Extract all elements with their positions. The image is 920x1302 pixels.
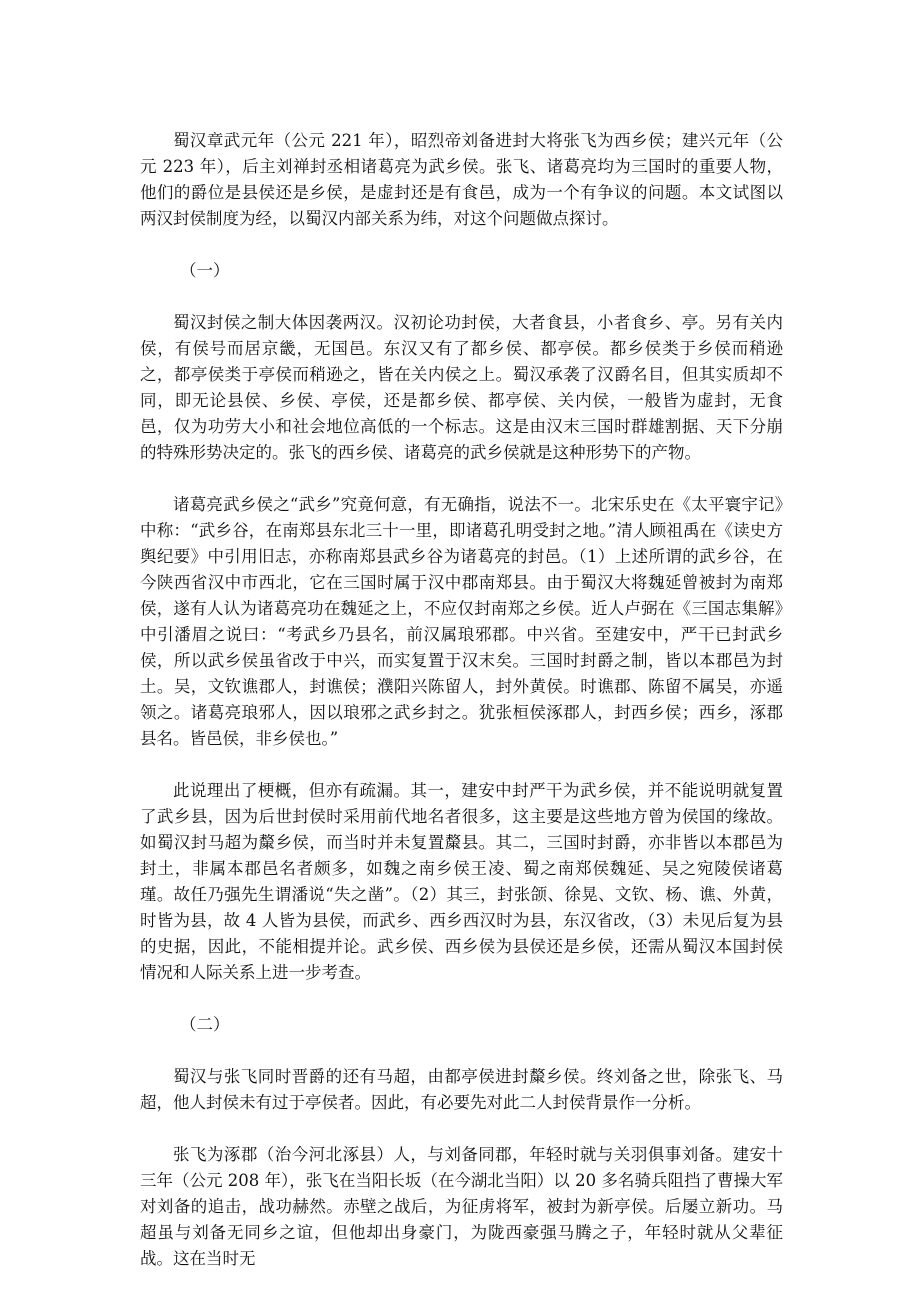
section-1-paragraph-2: 诸葛亮武乡侯之“武乡”究竟何意，有无确指，说法不一。北宋乐史在《太平寰宇记》中称：“武乡谷，在南郑县东北三十一里，即诸葛孔明受封之地。”清人顾祖禹在《读史方舆纪要》中引用旧志，亦称南郑县武乡谷为诸葛亮的封邑。（1）上述所谓的武乡谷，在今陕西省汉中市西北，它在三国时属于汉中郡南郑县。由于蜀汉大将魏延曾被封为南郑侯，遂有人认为诸葛亮功在魏延之上，不应仅封南郑之乡侯。近人卢弼在《三国志集解》中引潘眉之说曰：“考武乡乃县名，前汉属琅邪郡。中兴省。至建安中，严干已封武乡侯，所以武乡侯虽省改于中兴，而实复置于汉末矣。三国时封爵之制，皆以本郡邑为封土。吴，文钦谯郡人，封谯侯；濮阳兴陈留人，封外黄侯。时谯郡、陈留不属吴，亦遥领之。诸葛亮琅邪人，因以琅邪之武乡封之。犹张桓侯涿郡人，封西乡侯；西乡，涿郡县名。皆邑侯，非乡侯也。” xyxy=(140,495,783,748)
section-1-paragraph-1: 蜀汉封侯之制大体因袭两汉。汉初论功封侯，大者食县，小者食乡、亭。另有关内侯，有侯号而居京畿，无国邑。东汉又有了都乡侯、都亭侯。都乡侯类于乡侯而稍逊之，都亭侯类于亭侯而稍逊之，皆在关内侯之上。蜀汉承袭了汉爵名目，但其实质却不同，即无论县侯、乡侯、亭侯，还是都乡侯、都亭侯、关内侯，一般皆为虚封，无食邑，仅为功劳大小和社会地位高低的一个标志。这是由汉末三国时群雄割据、天下分崩的特殊形势决定的。张飞的西乡侯、诸葛亮的武乡侯就是这种形势下的产物。 xyxy=(140,313,783,462)
document-page xyxy=(140,128,783,1272)
section-1-paragraph-3: 此说理出了梗概，但亦有疏漏。其一，建安中封严干为武乡侯，并不能说明就复置了武乡县，因为后世封侯时采用前代地名者很多，这主要是这些地方曾为侯国的缘故。如蜀汉封马超为斄乡侯，而当时并未复置斄县。其二，三国时封爵，亦非皆以本郡邑为封土，非属本郡邑名者颇多，如魏之南乡侯王凌、蜀之南郑侯魏延、吴之宛陵侯诸葛瑾。故任乃强先生谓潘说“失之凿”。（2）其三，封张颌、徐晃、文钦、杨、谯、外黄，时皆为县，故 4 人皆为县侯，而武乡、西乡西汉时为县，东汉省改，（3）未见后复为县的史据，因此，不能相提并论。武乡侯、西乡侯为县侯还是乡侯，还需从蜀汉本国封侯情况和人际关系上进一步考查。 xyxy=(140,781,783,982)
intro-paragraph: 蜀汉章武元年（公元 221 年），昭烈帝刘备进封大将张飞为西乡侯；建兴元年（公元 223 年），后主刘禅封丞相诸葛亮为武乡侯。张飞、诸葛亮均为三国时的重要人物，他们的爵位是县侯还是乡侯，是虚封还是有食邑，成为一个有争议的问题。本文试图以两汉封侯制度为经，以蜀汉内部关系为纬，对这个问题做点探讨。 xyxy=(140,131,783,228)
section-2-heading: （二） xyxy=(180,1015,230,1034)
section-1-heading: （一） xyxy=(180,261,230,280)
section-2-paragraph-1: 蜀汉与张飞同时晋爵的还有马超，由都亭侯进封斄乡侯。终刘备之世，除张飞、马超，他人封侯未有过于亭侯者。因此，有必要先对此二人封侯背景作一分析。 xyxy=(140,1067,783,1112)
section-2-paragraph-2: 张飞为涿郡（治今河北涿县）人，与刘备同郡，年轻时就与关羽俱事刘备。建安十三年（公元 208 年），张飞在当阳长坂（在今湖北当阳）以 20 多名骑兵阻挡了曹操大军对刘备的追击，战功赫然。赤壁之战后，为征虏将军，被封为新亭侯。后屡立新功。马超虽与刘备无同乡之谊，但他却出身豪门，为陇西豪强马腾之子，年轻时就从父辈征战。这在当时无 xyxy=(140,1145,783,1268)
